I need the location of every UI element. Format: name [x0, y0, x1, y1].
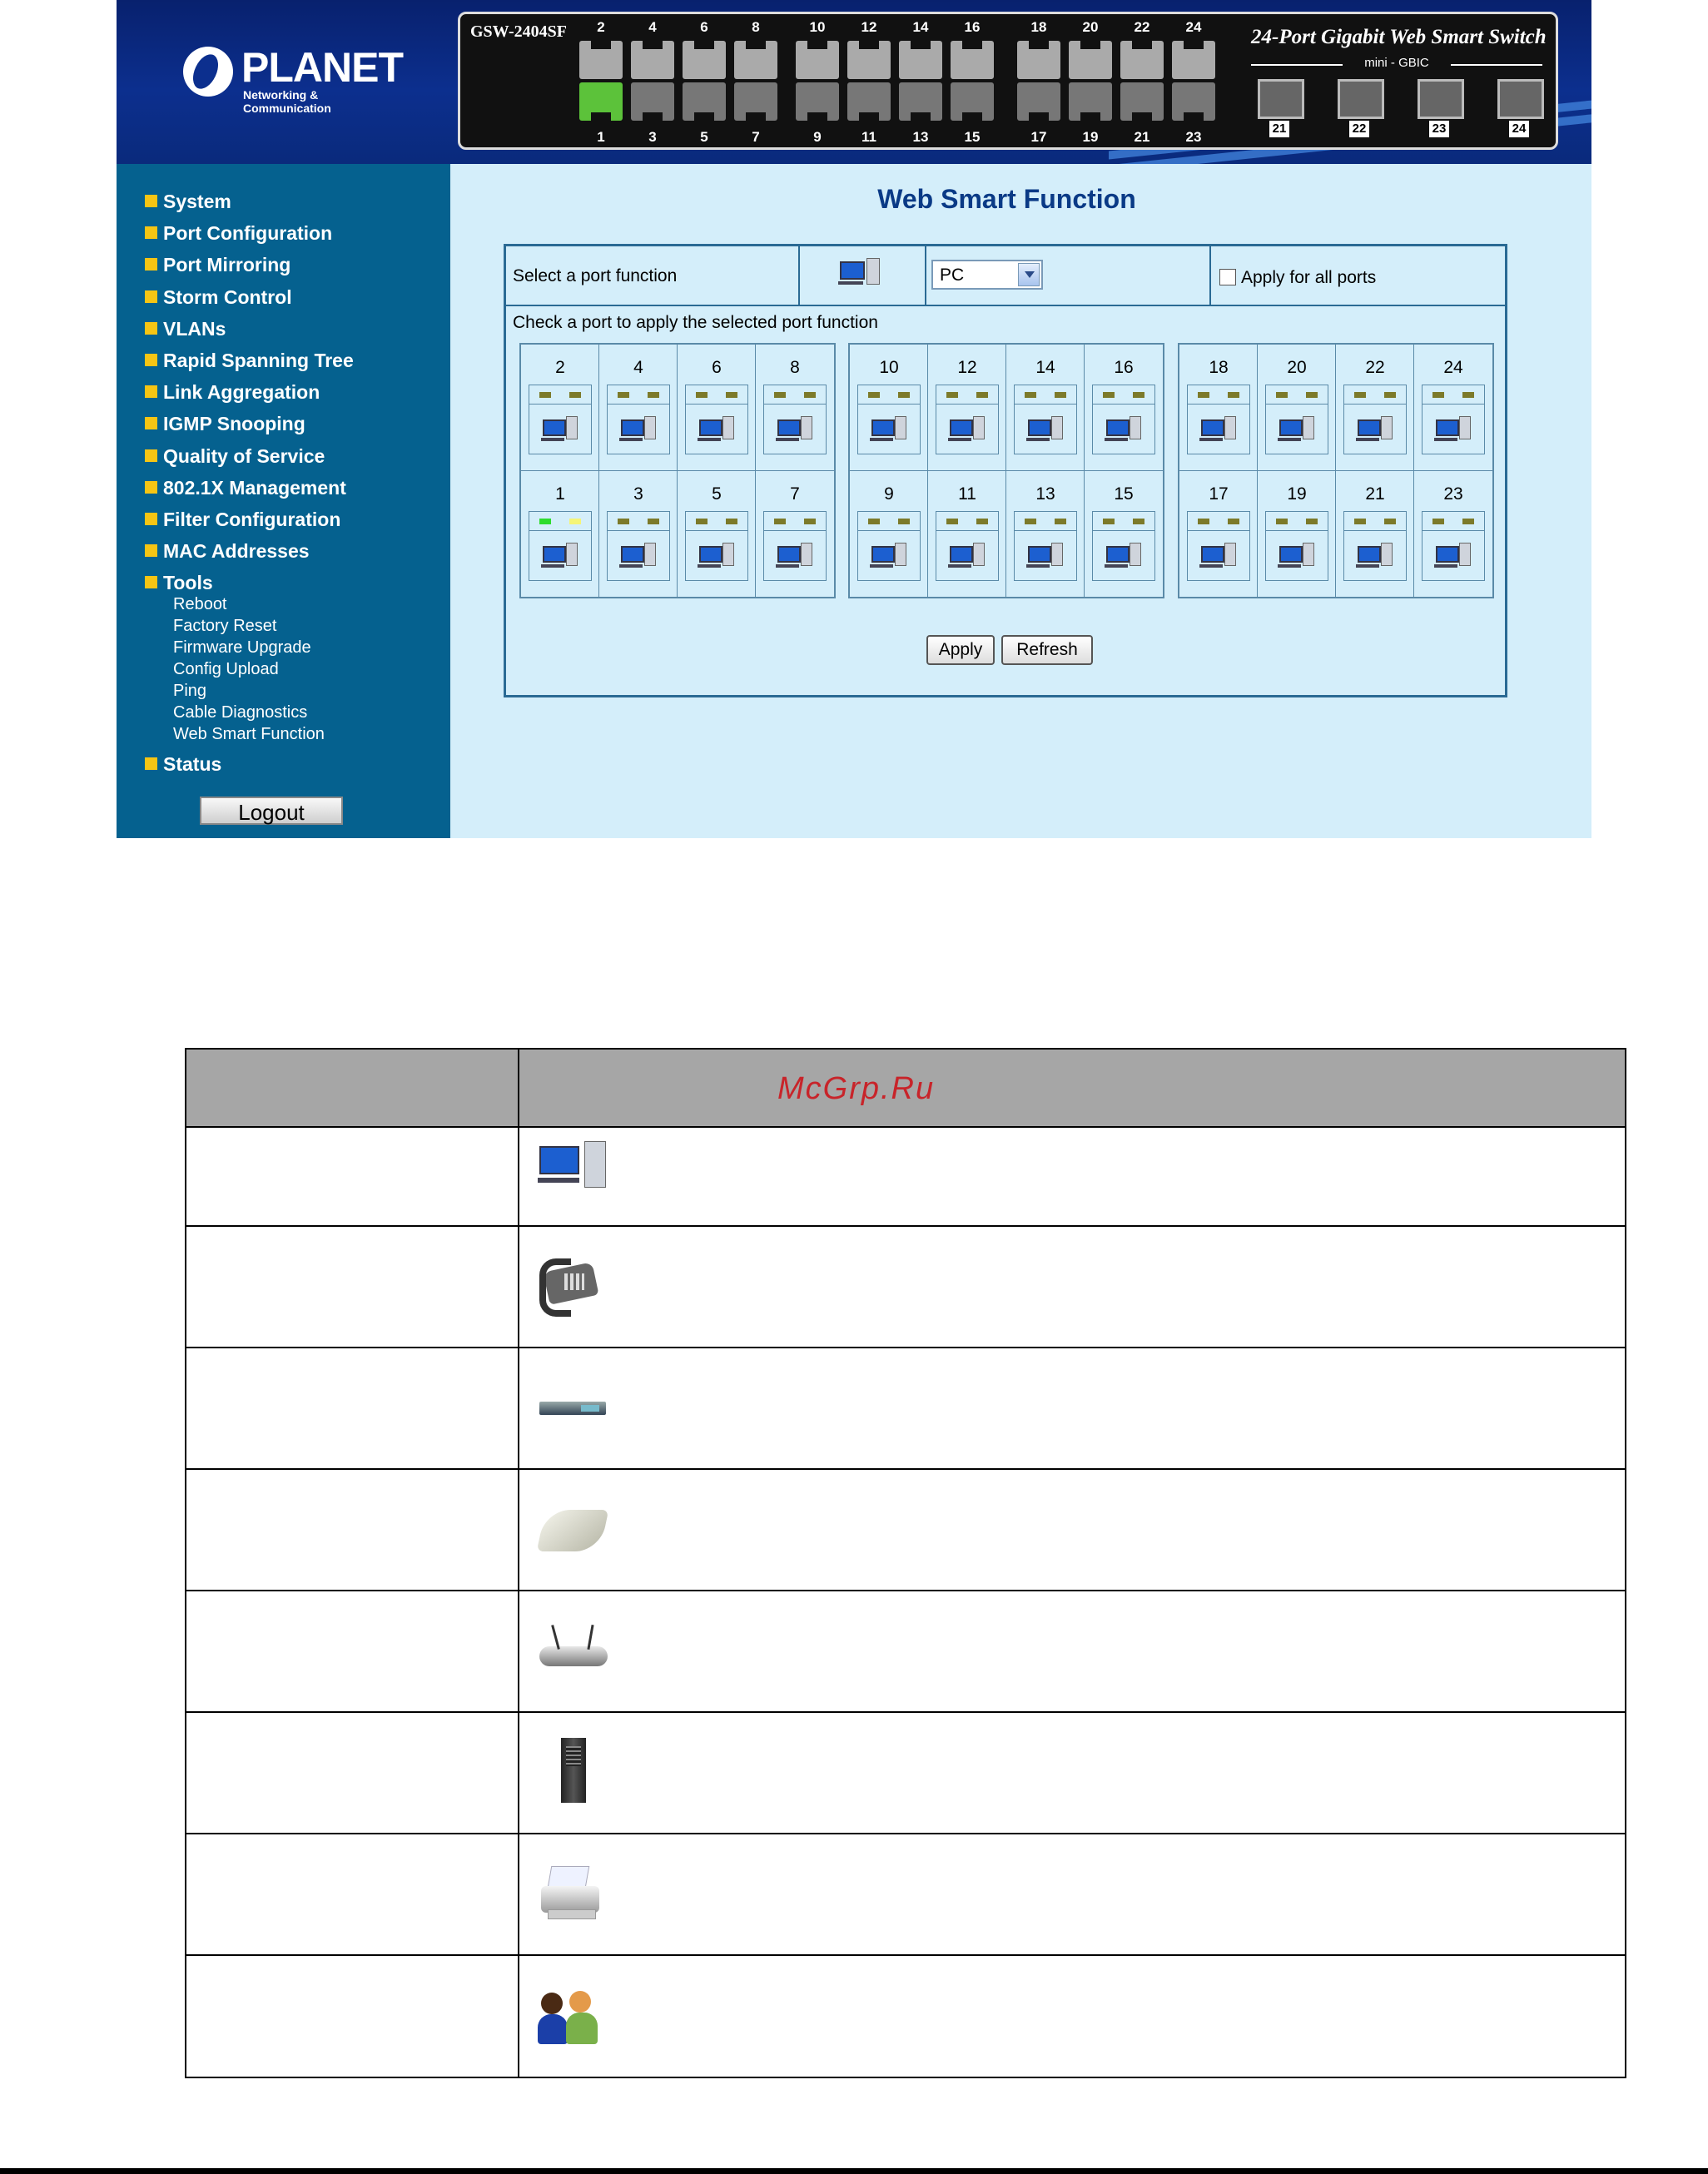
rj45-port-pair[interactable] [948, 19, 996, 145]
port-cell[interactable] [1258, 345, 1336, 471]
rj45-port-pair[interactable] [577, 19, 625, 145]
pc-icon [1199, 414, 1241, 448]
port-function-button[interactable] [1422, 531, 1485, 581]
selected-function-value: PC [940, 266, 965, 285]
port-led-indicator [529, 385, 592, 405]
rj45-port-icon[interactable] [579, 41, 623, 79]
rj45-port-pair[interactable] [845, 19, 893, 145]
port-number: 7 [752, 129, 760, 145]
port-led-indicator [1014, 385, 1077, 405]
port-number: 24 [1443, 358, 1463, 377]
port-function-button[interactable] [1187, 531, 1250, 581]
port-number: 22 [1134, 19, 1150, 35]
port-cell[interactable] [1006, 345, 1085, 471]
rj45-port-icon[interactable] [951, 82, 994, 121]
table-row [186, 1591, 1625, 1713]
pc-icon [1356, 541, 1398, 574]
table-row [186, 1128, 1625, 1227]
port-number: 9 [813, 129, 822, 145]
rj45-port-pair[interactable] [680, 19, 728, 145]
pc-icon [838, 258, 885, 291]
apply-all-cell [1209, 246, 1505, 305]
gbic-port-number: 23 [1429, 121, 1449, 137]
port-number: 11 [861, 129, 876, 145]
pc-icon [948, 541, 990, 574]
web-smart-function-panel [504, 244, 1507, 697]
table-row [186, 1956, 1625, 2077]
pc-icon [1026, 541, 1068, 574]
sidebar-item-mac-addresses[interactable]: MAC Addresses [145, 540, 310, 563]
port-number: 18 [1209, 358, 1229, 377]
port-number: 1 [597, 129, 605, 145]
port-number: 23 [1443, 484, 1463, 504]
port-function-icon-table [185, 1048, 1626, 2078]
printer-icon [536, 1861, 611, 1919]
rj45-port-icon[interactable] [796, 82, 839, 121]
main-content [450, 164, 1591, 838]
port-cell[interactable] [1085, 471, 1163, 598]
port-number: 12 [957, 358, 977, 377]
port-cell[interactable] [928, 345, 1006, 471]
gbic-slot-icon[interactable] [1338, 79, 1384, 119]
rj45-port-icon[interactable] [847, 82, 891, 121]
rj45-port-icon[interactable] [631, 41, 674, 79]
rj45-port-icon[interactable] [899, 41, 942, 79]
rj45-port-icon[interactable] [1120, 82, 1164, 121]
port-cell[interactable] [928, 471, 1006, 598]
table-header-row [186, 1050, 1625, 1128]
pc-icon [541, 541, 583, 574]
port-function-button[interactable] [529, 405, 592, 454]
pc-icon [541, 414, 583, 448]
rj45-port-icon[interactable] [631, 82, 674, 121]
port-number: 2 [555, 358, 565, 377]
port-number: 16 [964, 19, 981, 35]
port-led-indicator [1014, 511, 1077, 531]
port-number: 9 [884, 484, 894, 504]
function-icon-cell [798, 246, 926, 305]
sidebar-item-link-aggregation[interactable]: Link Aggregation [145, 381, 320, 404]
port-number: 18 [1030, 19, 1047, 35]
checkbox-icon[interactable] [1219, 269, 1236, 285]
rj45-port-pair[interactable] [732, 19, 780, 145]
port-led-indicator [1187, 385, 1250, 405]
tools-subitem-web-smart-function[interactable]: Web Smart Function [173, 725, 325, 743]
port-function-button[interactable] [857, 405, 921, 454]
planet-logo [183, 43, 403, 115]
port-number: 8 [752, 19, 760, 35]
port-number: 1 [555, 484, 565, 504]
port-led-indicator [857, 385, 921, 405]
port-cell[interactable] [678, 345, 756, 471]
port-number: 3 [648, 129, 657, 145]
apply-all-ports-checkbox[interactable] [1219, 268, 1376, 288]
port-led-indicator [936, 385, 999, 405]
port-number: 21 [1365, 484, 1385, 504]
port-function-button[interactable] [685, 405, 748, 454]
port-cell[interactable] [850, 345, 928, 471]
rack-device-icon [536, 1377, 611, 1435]
apply-all-label: Apply for all ports [1241, 268, 1377, 287]
pc-icon [870, 541, 911, 574]
port-led-indicator [529, 511, 592, 531]
tools-subitem-config-upload[interactable]: Config Upload [173, 660, 279, 678]
rj45-port-icon[interactable] [734, 41, 777, 79]
port-number: 17 [1209, 484, 1229, 504]
gbic-port-number: 22 [1349, 121, 1369, 137]
rj45-port-icon[interactable] [847, 41, 891, 79]
sidebar-item-vlans[interactable]: VLANs [145, 318, 226, 340]
port-number: 5 [700, 129, 708, 145]
port-number: 10 [809, 19, 826, 35]
planet-logo-icon [183, 47, 233, 97]
rj45-port-icon[interactable] [683, 41, 726, 79]
server-icon [536, 1738, 611, 1796]
rj45-port-icon[interactable] [683, 82, 726, 121]
rj45-port-pair[interactable] [628, 19, 677, 145]
hub-icon [536, 1500, 611, 1558]
port-led-indicator [1343, 511, 1407, 531]
pc-icon [698, 414, 739, 448]
pc-icon [776, 541, 817, 574]
port-cell[interactable] [1179, 345, 1258, 471]
rj45-port-group [577, 19, 780, 145]
pc-icon [1026, 414, 1068, 448]
users-icon [536, 1988, 611, 2046]
port-cell[interactable] [521, 471, 599, 598]
pc-icon [536, 1139, 611, 1198]
chevron-down-icon[interactable] [1018, 263, 1040, 286]
pc-icon [1199, 541, 1241, 574]
select-function-label: Select a port function [513, 266, 678, 285]
port-led-indicator [1265, 385, 1328, 405]
rj45-port-pair[interactable] [896, 19, 945, 145]
rj45-port-icon[interactable] [1017, 82, 1060, 121]
port-cell[interactable] [756, 345, 834, 471]
pc-icon [1278, 541, 1319, 574]
rj45-port-icon[interactable] [1172, 41, 1215, 79]
sidebar-item-status[interactable]: Status [145, 753, 221, 776]
port-function-button[interactable] [685, 531, 748, 581]
port-function-button[interactable] [607, 405, 670, 454]
logout-button[interactable]: Logout [200, 797, 343, 825]
port-function-button[interactable] [936, 405, 999, 454]
port-led-indicator [1343, 385, 1407, 405]
port-number: 17 [1030, 129, 1047, 145]
sidebar-item-filter-configuration[interactable]: Filter Configuration [145, 509, 340, 531]
port-led-indicator [685, 385, 748, 405]
pc-icon [1434, 541, 1476, 574]
rj45-port-pair[interactable] [1015, 19, 1063, 145]
port-number: 20 [1082, 19, 1099, 35]
port-number: 6 [700, 19, 708, 35]
rj45-port-icon[interactable] [899, 82, 942, 121]
port-function-button[interactable] [529, 531, 592, 581]
port-number: 12 [861, 19, 877, 35]
port-bank [519, 343, 836, 598]
pc-icon [1278, 414, 1319, 448]
port-number: 2 [597, 19, 605, 35]
port-cell[interactable] [1179, 471, 1258, 598]
port-cell[interactable] [599, 471, 678, 598]
port-cell[interactable] [1085, 345, 1163, 471]
port-cell[interactable] [1414, 471, 1492, 598]
switch-front-panel [458, 12, 1558, 150]
sidebar-item-igmp-snooping[interactable]: IGMP Snooping [145, 413, 305, 435]
wireless-router-icon [536, 1621, 611, 1680]
rj45-port-pair[interactable] [1118, 19, 1166, 145]
port-led-indicator [857, 511, 921, 531]
port-number: 15 [1114, 484, 1134, 504]
pc-icon [1105, 541, 1146, 574]
tools-subitem-factory-reset[interactable]: Factory Reset [173, 617, 277, 635]
port-function-button[interactable] [1092, 405, 1155, 454]
rj45-port-icon[interactable] [1172, 82, 1215, 121]
gbic-port-number: 24 [1509, 121, 1529, 137]
port-cell[interactable] [850, 471, 928, 598]
rj45-port-pair[interactable] [1066, 19, 1115, 145]
port-cell[interactable] [756, 471, 834, 598]
rj45-port-group [793, 19, 996, 145]
port-number: 4 [633, 358, 643, 377]
port-cell[interactable] [1336, 471, 1414, 598]
port-function-button[interactable] [607, 531, 670, 581]
port-number: 5 [712, 484, 722, 504]
pc-icon [776, 414, 817, 448]
port-function-button[interactable] [763, 531, 827, 581]
sidebar-item-system[interactable]: System [145, 191, 231, 213]
port-cell[interactable] [1006, 471, 1085, 598]
port-cell[interactable] [521, 345, 599, 471]
port-number: 19 [1082, 129, 1099, 145]
port-cell[interactable] [1336, 345, 1414, 471]
port-number: 10 [879, 358, 899, 377]
pc-icon [1356, 414, 1398, 448]
port-number: 14 [912, 19, 929, 35]
pc-icon [1434, 414, 1476, 448]
port-number: 21 [1134, 129, 1150, 145]
table-row [186, 1470, 1625, 1591]
port-function-button[interactable] [1265, 531, 1328, 581]
port-led-indicator [1422, 511, 1485, 531]
tools-subitem-ping[interactable]: Ping [173, 682, 207, 700]
port-number: 13 [912, 129, 929, 145]
port-led-indicator [1187, 511, 1250, 531]
pc-icon [1105, 414, 1146, 448]
sidebar-item-storm-control[interactable]: Storm Control [145, 286, 292, 309]
port-number: 19 [1287, 484, 1307, 504]
page-title: Web Smart Function [877, 184, 1136, 214]
header-banner [117, 0, 1591, 164]
port-number: 8 [790, 358, 800, 377]
check-port-instruction: Check a port to apply the selected port function [513, 313, 878, 332]
port-bank [1178, 343, 1494, 598]
port-number: 11 [958, 484, 976, 504]
port-number: 23 [1185, 129, 1202, 145]
logo-text: PLANET [241, 44, 403, 91]
port-number: 4 [648, 19, 657, 35]
sidebar-menu [117, 164, 450, 838]
function-select-cell [925, 246, 1211, 305]
port-function-select[interactable] [931, 260, 1043, 290]
web-management-window [117, 0, 1591, 838]
port-number: 22 [1365, 358, 1385, 377]
port-led-indicator [763, 511, 827, 531]
port-led-indicator [607, 511, 670, 531]
rj45-port-icon[interactable] [951, 41, 994, 79]
ip-phone-icon [536, 1252, 611, 1310]
port-led-indicator [1265, 511, 1328, 531]
gbic-slot-icon[interactable] [1258, 79, 1304, 119]
page-bottom-rule [0, 2168, 1708, 2174]
table-row [186, 1713, 1625, 1834]
sidebar-item-port-configuration[interactable]: Port Configuration [145, 222, 332, 245]
port-number: 24 [1185, 19, 1202, 35]
port-number: 13 [1035, 484, 1055, 504]
rj45-port-group [1015, 19, 1218, 145]
port-function-button[interactable] [1343, 405, 1407, 454]
pc-icon [948, 414, 990, 448]
port-cell[interactable] [599, 345, 678, 471]
table-row [186, 1834, 1625, 1956]
rj45-port-icon[interactable] [734, 82, 777, 121]
port-cell[interactable] [1258, 471, 1336, 598]
tools-subitem-reboot[interactable]: Reboot [173, 595, 227, 613]
port-function-button[interactable] [1343, 531, 1407, 581]
pc-icon [619, 541, 661, 574]
pc-icon [619, 414, 661, 448]
port-cell[interactable] [1414, 345, 1492, 471]
sidebar-item-802-1x-management[interactable]: 802.1X Management [145, 477, 346, 499]
port-function-button[interactable] [1422, 405, 1485, 454]
port-led-indicator [936, 511, 999, 531]
table-row [186, 1348, 1625, 1470]
rj45-port-icon[interactable] [796, 41, 839, 79]
rj45-port-icon[interactable] [579, 82, 623, 121]
logo-subtitle: Networking & Communication [243, 88, 331, 115]
port-led-indicator [763, 385, 827, 405]
gbic-label: mini - GBIC [1251, 56, 1542, 70]
model-name: GSW-2404SF [470, 22, 567, 41]
port-function-button[interactable] [857, 531, 921, 581]
port-led-indicator [685, 511, 748, 531]
port-function-button[interactable] [1014, 405, 1077, 454]
rj45-port-pair[interactable] [1169, 19, 1218, 145]
port-number: 6 [712, 358, 722, 377]
rj45-port-icon[interactable] [1120, 41, 1164, 79]
port-function-button[interactable] [763, 405, 827, 454]
select-label-cell [506, 246, 800, 305]
gbic-port-number: 21 [1269, 121, 1289, 137]
port-function-button[interactable] [1092, 531, 1155, 581]
port-cell[interactable] [678, 471, 756, 598]
rj45-port-icon[interactable] [1069, 82, 1112, 121]
pc-icon [870, 414, 911, 448]
gbic-slot-icon[interactable] [1418, 79, 1464, 119]
gbic-slot-icon[interactable] [1497, 79, 1544, 119]
port-function-button[interactable] [936, 531, 999, 581]
port-number: 14 [1035, 358, 1055, 377]
sidebar-item-quality-of-service[interactable]: Quality of Service [145, 445, 325, 468]
pc-icon [698, 541, 739, 574]
port-function-button[interactable] [1014, 531, 1077, 581]
watermark-text: McGrp.Ru [777, 1071, 936, 1106]
sidebar-item-port-mirroring[interactable]: Port Mirroring [145, 254, 290, 276]
port-led-indicator [1092, 385, 1155, 405]
port-number: 7 [790, 484, 800, 504]
port-function-row [506, 246, 1505, 306]
port-number: 20 [1287, 358, 1307, 377]
product-title: 24-Port Gigabit Web Smart Switch [1251, 26, 1547, 48]
rj45-port-icon[interactable] [1069, 41, 1112, 79]
port-led-indicator [607, 385, 670, 405]
sidebar-item-tools[interactable]: Tools [145, 572, 213, 594]
tools-subitem-cable-diagnostics[interactable]: Cable Diagnostics [173, 703, 308, 722]
port-led-indicator [1422, 385, 1485, 405]
rj45-port-icon[interactable] [1017, 41, 1060, 79]
port-number: 3 [633, 484, 643, 504]
sidebar-item-rapid-spanning-tree[interactable]: Rapid Spanning Tree [145, 350, 354, 372]
port-led-indicator [1092, 511, 1155, 531]
tools-subitem-firmware-upgrade[interactable]: Firmware Upgrade [173, 638, 311, 657]
refresh-button[interactable]: Refresh [1001, 635, 1093, 665]
port-number: 16 [1114, 358, 1134, 377]
port-function-button[interactable] [1187, 405, 1250, 454]
port-number: 15 [964, 129, 981, 145]
apply-button[interactable]: Apply [926, 635, 995, 665]
port-bank [848, 343, 1164, 598]
table-row [186, 1227, 1625, 1348]
rj45-port-pair[interactable] [793, 19, 842, 145]
port-function-button[interactable] [1265, 405, 1328, 454]
